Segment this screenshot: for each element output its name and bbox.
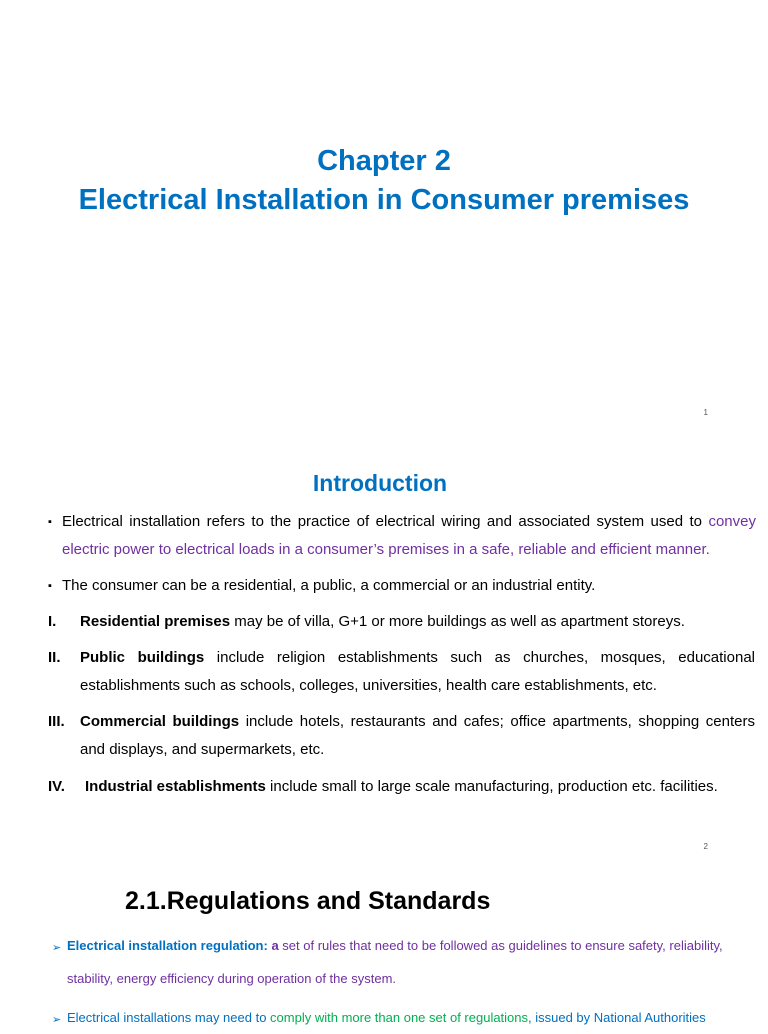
intro-paragraph-1: Electrical installation refers to the practice of electrical wiring and associated system used to convey electric power to electrical loads in a consumer’s premises in a safe, reliable and efficient manner.	[62, 513, 756, 558]
intro-paragraph-2: The consumer can be a residential, a public, a commercial or an industrial entity.	[62, 577, 596, 594]
list-item-residential: Residential premises may be of villa, G+1 or more buildings as well as apartment storeys.	[80, 613, 685, 630]
square-bullet-icon: ▪	[48, 516, 52, 528]
introduction-title: Introduction	[312, 470, 448, 496]
list-item-public: Public buildings include religion establishments such as churches, mosques, educational establishments such as schools, colleges, universities, health care establishments, etc.	[80, 649, 755, 694]
slide-regulations	[0, 865, 768, 1024]
arrow-bullet-icon: ➢	[52, 942, 62, 954]
page-number: 2	[703, 842, 708, 851]
section-title: 2.1.Regulations and Standards	[125, 887, 491, 915]
regulation-compliance: Electrical installations may need to comply with more than one set of regulations, issued by National Authorities	[67, 1010, 706, 1025]
square-bullet-icon: ▪	[48, 580, 52, 592]
slide-introduction	[0, 432, 768, 865]
regulation-definition: Electrical installation regulation: a set of rules that need to be followed as guidelines to ensure safety, reliability, stability, energy efficiency during operation of the system.	[67, 938, 723, 986]
list-numeral: IV.	[48, 778, 65, 795]
list-numeral: II.	[48, 649, 61, 666]
list-item-commercial: Commercial buildings include hotels, restaurants and cafes; office apartments, shopping centers and displays, and supermarkets, etc.	[80, 713, 755, 758]
intro-highlight: convey electric power to electrical loads in a consumer’s premises in a safe, reliable and efficient manner.	[62, 513, 756, 558]
list-numeral: III.	[48, 713, 65, 730]
arrow-bullet-icon: ➢	[52, 1014, 62, 1026]
list-numeral: I.	[48, 613, 57, 630]
slide-chapter-title	[0, 0, 768, 432]
page-number: 1	[703, 408, 708, 417]
chapter-number: Chapter 2	[317, 145, 451, 177]
list-item-industrial: Industrial establishments include small to large scale manufacturing, production etc. facilities.	[85, 778, 718, 795]
chapter-title: Electrical Installation in Consumer premises	[78, 184, 690, 216]
